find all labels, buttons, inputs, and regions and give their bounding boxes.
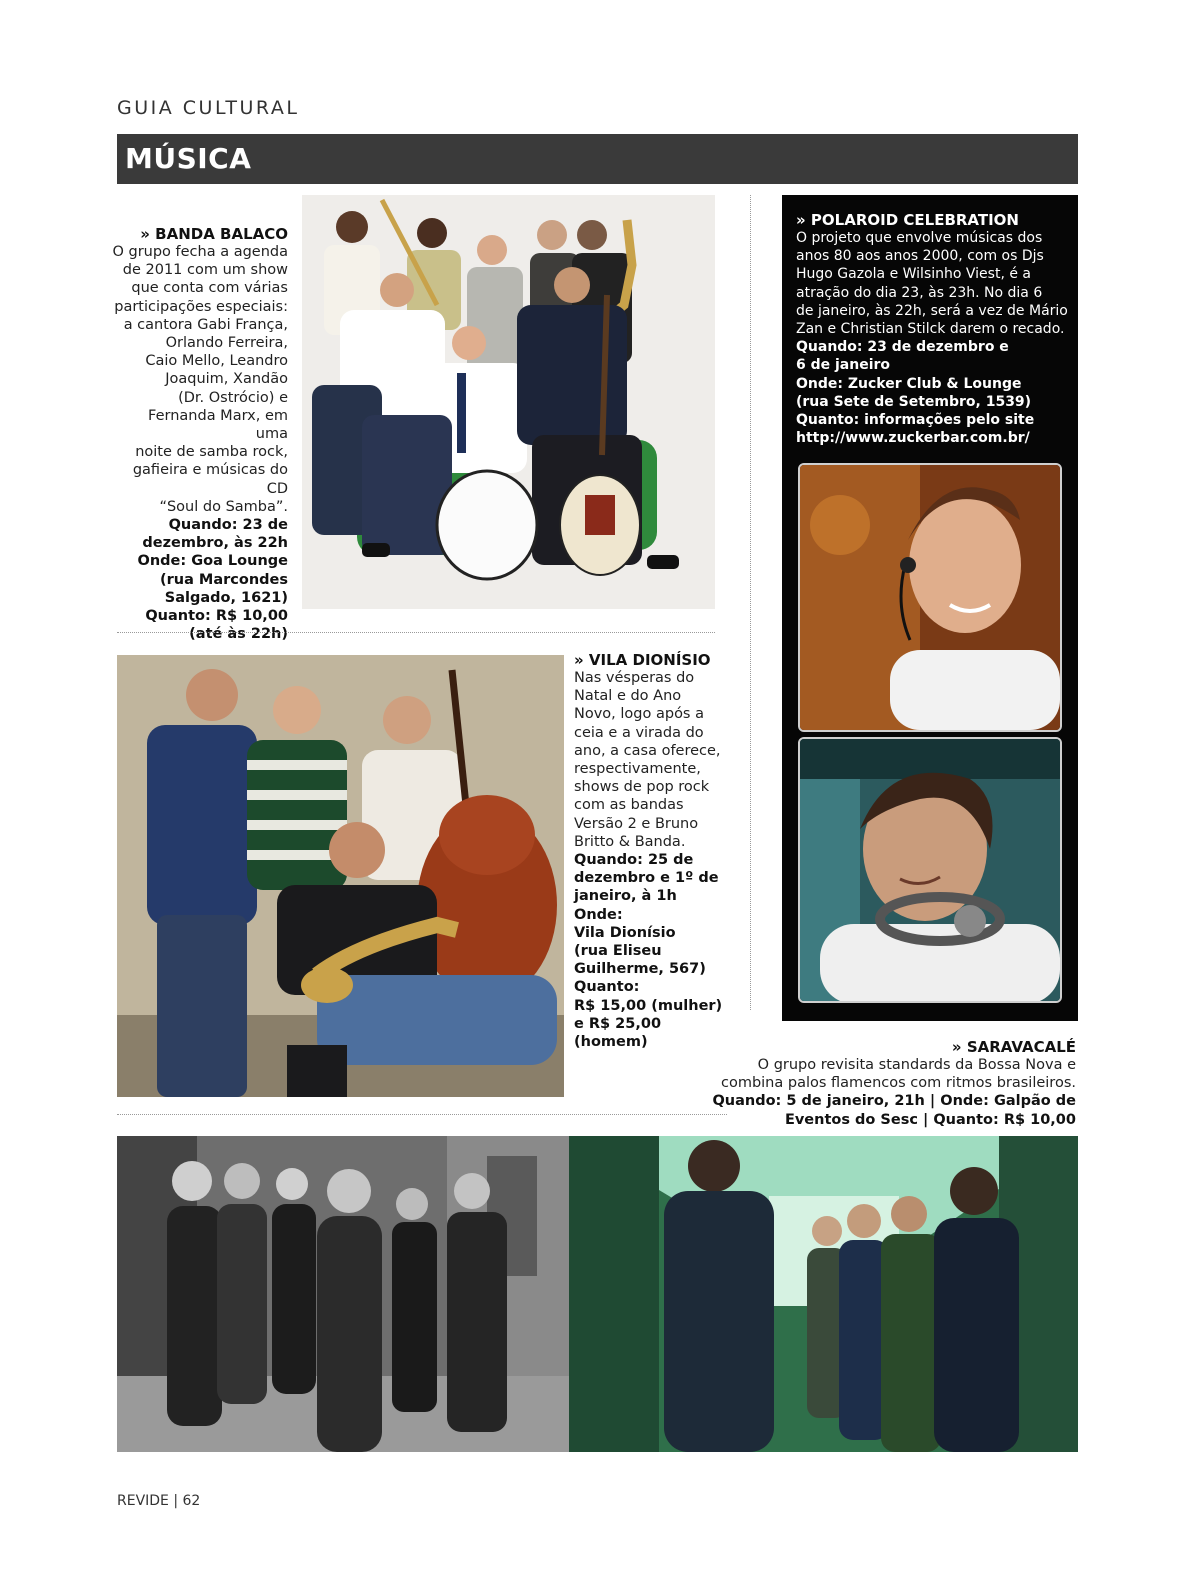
info-line: R$ 15,00 (mulher) xyxy=(574,997,723,1014)
text-line: Novo, logo após a xyxy=(574,706,704,723)
info-line: (rua Eliseu xyxy=(574,943,662,960)
text-line: ceia e a virada do xyxy=(574,724,704,741)
text-line: Zan e Christian Stilck darem o recado. xyxy=(796,321,1065,338)
section-kicker: GUIA CULTURAL xyxy=(117,97,300,119)
text-line: de 2011 com um show xyxy=(122,262,288,279)
section-title: MÚSICA xyxy=(125,142,252,175)
info-line: Quanto: xyxy=(574,979,640,996)
text-line: O grupo fecha a agenda xyxy=(112,244,288,260)
banda-balaco-title: » BANDA BALACO xyxy=(140,225,288,243)
text-line: ano, a casa oferece, xyxy=(574,742,721,759)
text-line: gafieira e músicas do CD xyxy=(132,462,288,497)
info-line: janeiro, à 1h xyxy=(574,888,677,905)
info-line: (até às 22h) xyxy=(189,626,288,643)
info-line[interactable]: http://www.zuckerbar.com.br/ xyxy=(796,430,1030,447)
text-line: shows de pop rock xyxy=(574,779,710,796)
polaroid-body xyxy=(796,229,1074,338)
polaroid-celebration-box xyxy=(782,195,1078,1021)
polaroid-info xyxy=(796,338,1074,447)
banda-balaco-body xyxy=(112,243,288,516)
saravacale-info xyxy=(700,1092,1076,1128)
text-line: (Dr. Ostrócio) e xyxy=(178,389,288,406)
saravacale-body xyxy=(700,1056,1076,1092)
vila-dionisio-info xyxy=(574,851,724,1051)
text-line: que conta com várias xyxy=(131,280,288,297)
info-line: Quando: 23 de dezembro e xyxy=(796,339,1009,356)
saravacale-article xyxy=(700,1038,1076,1129)
info-line: Onde: Zucker Club & Lounge xyxy=(796,375,1022,392)
vila-dionisio-body xyxy=(574,669,724,851)
info-line: (homem) xyxy=(574,1034,648,1051)
banda-balaco-article xyxy=(112,225,288,643)
text-line: a cantora Gabi França, xyxy=(123,316,288,333)
column-divider xyxy=(750,195,751,1010)
text-line: Natal e do Ano xyxy=(574,688,682,705)
text-line: de janeiro, às 22h, será a vez de Mário xyxy=(796,302,1068,319)
separator-line xyxy=(117,632,715,633)
text-line: noite de samba rock, xyxy=(135,444,288,461)
text-line: “Soul do Samba”. xyxy=(159,498,288,515)
info-line: dezembro e 1º de xyxy=(574,870,719,887)
text-line: Fernanda Marx, em uma xyxy=(148,407,288,443)
info-line: Quanto: informações pelo site xyxy=(796,412,1035,429)
text-line: O grupo revisita standards da Bossa Nova e xyxy=(757,1057,1076,1073)
text-line: Orlando Ferreira, xyxy=(165,335,288,352)
dj-photo-2 xyxy=(798,737,1062,1003)
page-footer: REVIDE | 62 xyxy=(117,1493,201,1509)
text-line: com as bandas xyxy=(574,797,684,814)
text-line: Caio Mello, Leandro xyxy=(145,353,288,370)
info-line: 6 de janeiro xyxy=(796,357,891,374)
banda-balaco-info xyxy=(112,516,288,643)
saravacale-title: » SARAVACALÉ xyxy=(951,1038,1076,1056)
text-line: participações especiais: xyxy=(114,298,288,315)
info-line: Vila Dionísio xyxy=(574,924,676,941)
info-line: Quando: 23 de xyxy=(168,517,288,534)
text-line: Versão 2 e Bruno xyxy=(574,815,699,832)
section-title-bar xyxy=(117,134,1078,184)
saravacale-photo-street xyxy=(117,1136,569,1452)
dj-photo-1 xyxy=(798,463,1062,732)
text-line: respectivamente, xyxy=(574,761,701,778)
vila-dionisio-photo xyxy=(117,655,564,1097)
saravacale-photo-corridor xyxy=(569,1136,1078,1452)
text-line: Joaquim, Xandão xyxy=(165,371,288,388)
text-line: Nas vésperas do xyxy=(574,670,695,686)
polaroid-title: » POLAROID CELEBRATION xyxy=(796,211,1019,229)
info-line: (rua Sete de Setembro, 1539) xyxy=(796,393,1032,410)
info-line: Salgado, 1621) xyxy=(164,589,288,606)
text-line: O projeto que envolve músicas dos xyxy=(796,230,1043,246)
polaroid-article xyxy=(796,211,1074,447)
vila-dionisio-title: » VILA DIONÍSIO xyxy=(574,651,711,669)
info-line: Onde: Goa Lounge xyxy=(137,553,288,570)
info-line: (rua Marcondes xyxy=(159,571,288,588)
info-line: Eventos do Sesc | Quanto: R$ 10,00 xyxy=(784,1111,1076,1128)
text-line: anos 80 aos anos 2000, com os Djs xyxy=(796,248,1044,265)
text-line: combina palos flamencos com ritmos brasileiros. xyxy=(720,1075,1076,1092)
info-line: Quando: 5 de janeiro, 21h | Onde: Galpão de xyxy=(712,1093,1076,1110)
info-line: e R$ 25,00 xyxy=(574,1015,662,1032)
text-line: atração do dia 23, às 23h. No dia 6 xyxy=(796,284,1043,301)
info-line: Quando: 25 de xyxy=(574,852,694,869)
info-line: Guilherme, 567) xyxy=(574,961,706,978)
info-line: dezembro, às 22h xyxy=(142,535,288,552)
info-line: Onde: xyxy=(574,906,623,923)
banda-balaco-photo xyxy=(302,195,715,609)
text-line: Britto & Banda. xyxy=(574,833,686,850)
text-line: Hugo Gazola e Wilsinho Viest, é a xyxy=(796,266,1031,283)
separator-line xyxy=(117,1114,727,1115)
info-line: Quanto: R$ 10,00 xyxy=(145,608,288,625)
vila-dionisio-article xyxy=(574,651,724,1051)
